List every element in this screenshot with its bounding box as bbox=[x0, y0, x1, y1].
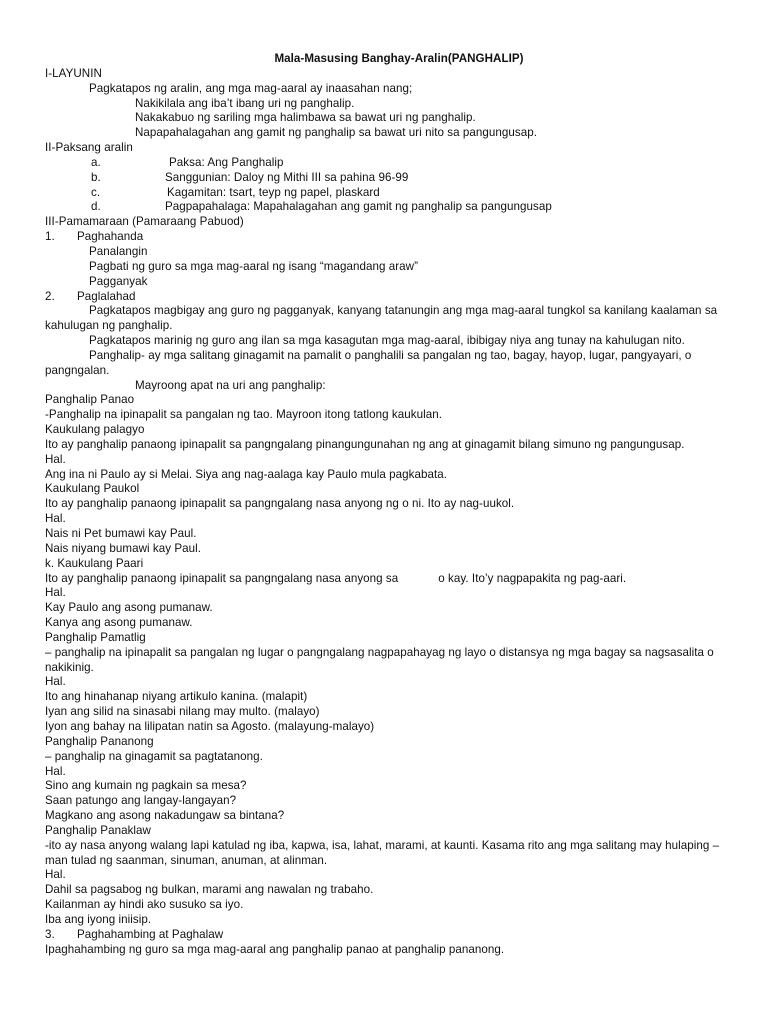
pamatlig-definition: – panghalip na ipinapalit sa pangalan ng lugar o pangngalang nagpapahayag ng layo o distansya ng mga bagay sa nagsasalita o nakikinig. bbox=[45, 645, 714, 674]
paksang-aralin-item bbox=[45, 171, 735, 186]
example-label: Hal. bbox=[45, 675, 66, 689]
layunin-item: Nakikilala ang iba’t ibang uri ng panghalip. bbox=[135, 96, 355, 110]
list-marker: a. bbox=[91, 155, 101, 169]
panaklaw-definition: -ito ay nasa anyong walang lapi katulad ng iba, kapwa, isa, lahat, marami, at kaunti. Kasama rito ang mga salitang may hulaping –man tulad ng saanman, sinuman, anuman, at alinman. bbox=[45, 838, 720, 867]
lesson-plan-document bbox=[45, 52, 735, 957]
panao-definition: -Panghalip na ipinapalit sa pangalan ng tao. Mayroon itong tatlong kaukulan. bbox=[45, 408, 442, 422]
paukol-heading: Kaukulang Paukol bbox=[45, 482, 140, 496]
paghahanda-item: Pagbati ng guro sa mga mag-aaral ng isang “magandang araw” bbox=[89, 259, 419, 273]
section-title: Paghahambing at Paghalaw bbox=[77, 927, 224, 941]
paari-heading: k. Kaukulang Paari bbox=[45, 556, 144, 570]
paghahanda-item: Pagganyak bbox=[89, 274, 148, 288]
example-label: Hal. bbox=[45, 764, 66, 778]
paksang-aralin-item bbox=[45, 200, 735, 215]
list-text: Paksa: Ang Panghalip bbox=[169, 155, 284, 169]
paglalahad-paragraph: Mayroong apat na uri ang panghalip: bbox=[135, 378, 326, 392]
list-text: Pagpapahalaga: Mapahalagahan ang gamit ng panghalip sa pangungusap bbox=[165, 200, 552, 214]
paglalahad-paragraph: Panghalip- ay mga salitang ginagamit na pamalit o panghalili sa pangalan ng tao, bagay, hayop, lugar, pangyayari, o pangngalan. bbox=[45, 348, 692, 377]
layunin-item: Nakakabuo ng sariling mga halimbawa sa bawat uri ng panghalip. bbox=[135, 111, 476, 125]
paari-definition-part: Ito ay panghalip panaong ipinapalit sa pangngalang nasa anyong sa bbox=[45, 571, 399, 585]
section-title: Paghahanda bbox=[77, 230, 144, 244]
paukol-definition: Ito ay panghalip panaong ipinapalit sa pangngalang nasa anyong ng o ni. Ito ay nag-uukol. bbox=[45, 497, 515, 511]
paghahambing-paragraph: Ipaghahambing ng guro sa mga mag-aaral ang panghalip panao at panghalip pananong. bbox=[45, 942, 505, 956]
document-title: Mala-Masusing Banghay-Aralin(PANGHALIP) bbox=[274, 52, 524, 65]
layunin-intro: Pagkatapos ng aralin, ang mga mag-aaral ay inaasahan nang; bbox=[89, 81, 413, 95]
example-label: Hal. bbox=[45, 512, 66, 526]
example-sentence: Kailanman ay hindi ako susuko sa iyo. bbox=[45, 898, 244, 912]
list-text: Kagamitan: tsart, teyp ng papel, plaskard bbox=[167, 185, 380, 199]
paghahanda-item: Panalangin bbox=[89, 244, 148, 258]
section-paghahanda bbox=[45, 230, 735, 245]
paglalahad-paragraph: Pagkatapos marinig ng guro ang ilan sa mga kasagutan mga mag-aaral, ibibigay niya ang tunay na kahulugan nito. bbox=[89, 334, 685, 348]
example-sentence: Iyon ang bahay na lilipatan natin sa Agosto. (malayung-malayo) bbox=[45, 719, 375, 733]
paksang-aralin-item bbox=[45, 156, 735, 171]
example-sentence: Kanya ang asong pumanaw. bbox=[45, 616, 193, 630]
section-title: Paglalahad bbox=[77, 289, 136, 303]
example-sentence: Sino ang kumain ng pagkain sa mesa? bbox=[45, 779, 247, 793]
layunin-item: Napapahalagahan ang gamit ng panghalip sa bawat uri nito sa pangungusap. bbox=[135, 126, 537, 140]
paari-definition-part: o kay. Ito’y nagpapakita ng pag-aari. bbox=[438, 571, 627, 585]
palagyo-heading: Kaukulang palagyo bbox=[45, 423, 145, 437]
example-sentence: Nais niyang bumawi kay Paul. bbox=[45, 541, 202, 555]
paksang-aralin-item bbox=[45, 186, 735, 201]
example-label: Hal. bbox=[45, 452, 66, 466]
list-marker: d. bbox=[91, 200, 101, 214]
example-sentence: Saan patungo ang langay-langayan? bbox=[45, 794, 237, 808]
example-sentence: Ang ina ni Paulo ay si Melai. Siya ang nag-aalaga kay Paulo mula pagkabata. bbox=[45, 467, 448, 481]
example-sentence: Iyan ang silid na sinasabi nilang may multo. (malayo) bbox=[45, 705, 320, 719]
example-label: Hal. bbox=[45, 586, 66, 600]
paglalahad-paragraph: Pagkatapos magbigay ang guro ng pagganyak, kanyang tatanungin ang mga mag-aaral tungkol sa kanilang kaalaman sa kahulugan ng panghalip. bbox=[45, 304, 718, 333]
panaklaw-heading: Panghalip Panaklaw bbox=[45, 823, 151, 837]
example-sentence: Iba ang iyong iniisip. bbox=[45, 912, 152, 926]
example-sentence: Kay Paulo ang asong pumanaw. bbox=[45, 601, 213, 615]
example-sentence: Nais ni Pet bumawi kay Paul. bbox=[45, 527, 197, 540]
example-sentence: Magkano ang asong nakadungaw sa bintana? bbox=[45, 809, 285, 823]
paksang-aralin-heading: II-Paksang aralin bbox=[45, 141, 133, 155]
example-sentence: Ito ang hinahanap niyang artikulo kanina. (malapit) bbox=[45, 690, 308, 704]
example-label: Hal. bbox=[45, 868, 66, 882]
section-number: 2. bbox=[45, 289, 55, 303]
paari-definition bbox=[45, 572, 735, 587]
pamamaraan-heading: III-Pamamaraan (Pamaraang Pabuod) bbox=[45, 215, 244, 229]
panao-heading: Panghalip Panao bbox=[45, 393, 135, 407]
list-marker: c. bbox=[91, 185, 101, 199]
example-sentence: Dahil sa pagsabog ng bulkan, marami ang nawalan ng trabaho. bbox=[45, 883, 374, 897]
list-text: Sanggunian: Daloy ng Mithi III sa pahina 96-99 bbox=[165, 170, 409, 184]
pananong-heading: Panghalip Pananong bbox=[45, 734, 154, 748]
section-paghahambing bbox=[45, 928, 735, 943]
list-marker: b. bbox=[91, 170, 101, 184]
layunin-heading: I-LAYUNIN bbox=[45, 66, 102, 80]
section-number: 1. bbox=[45, 230, 55, 244]
pananong-definition: – panghalip na ginagamit sa pagtatanong. bbox=[45, 749, 263, 763]
section-number: 3. bbox=[45, 927, 55, 941]
section-paglalahad bbox=[45, 290, 735, 305]
pamatlig-heading: Panghalip Pamatlig bbox=[45, 630, 146, 644]
palagyo-definition: Ito ay panghalip panaong ipinapalit sa pangngalang pinangungunahan ng ang at ginagamit bilang simuno ng pangungusap. bbox=[45, 437, 685, 451]
